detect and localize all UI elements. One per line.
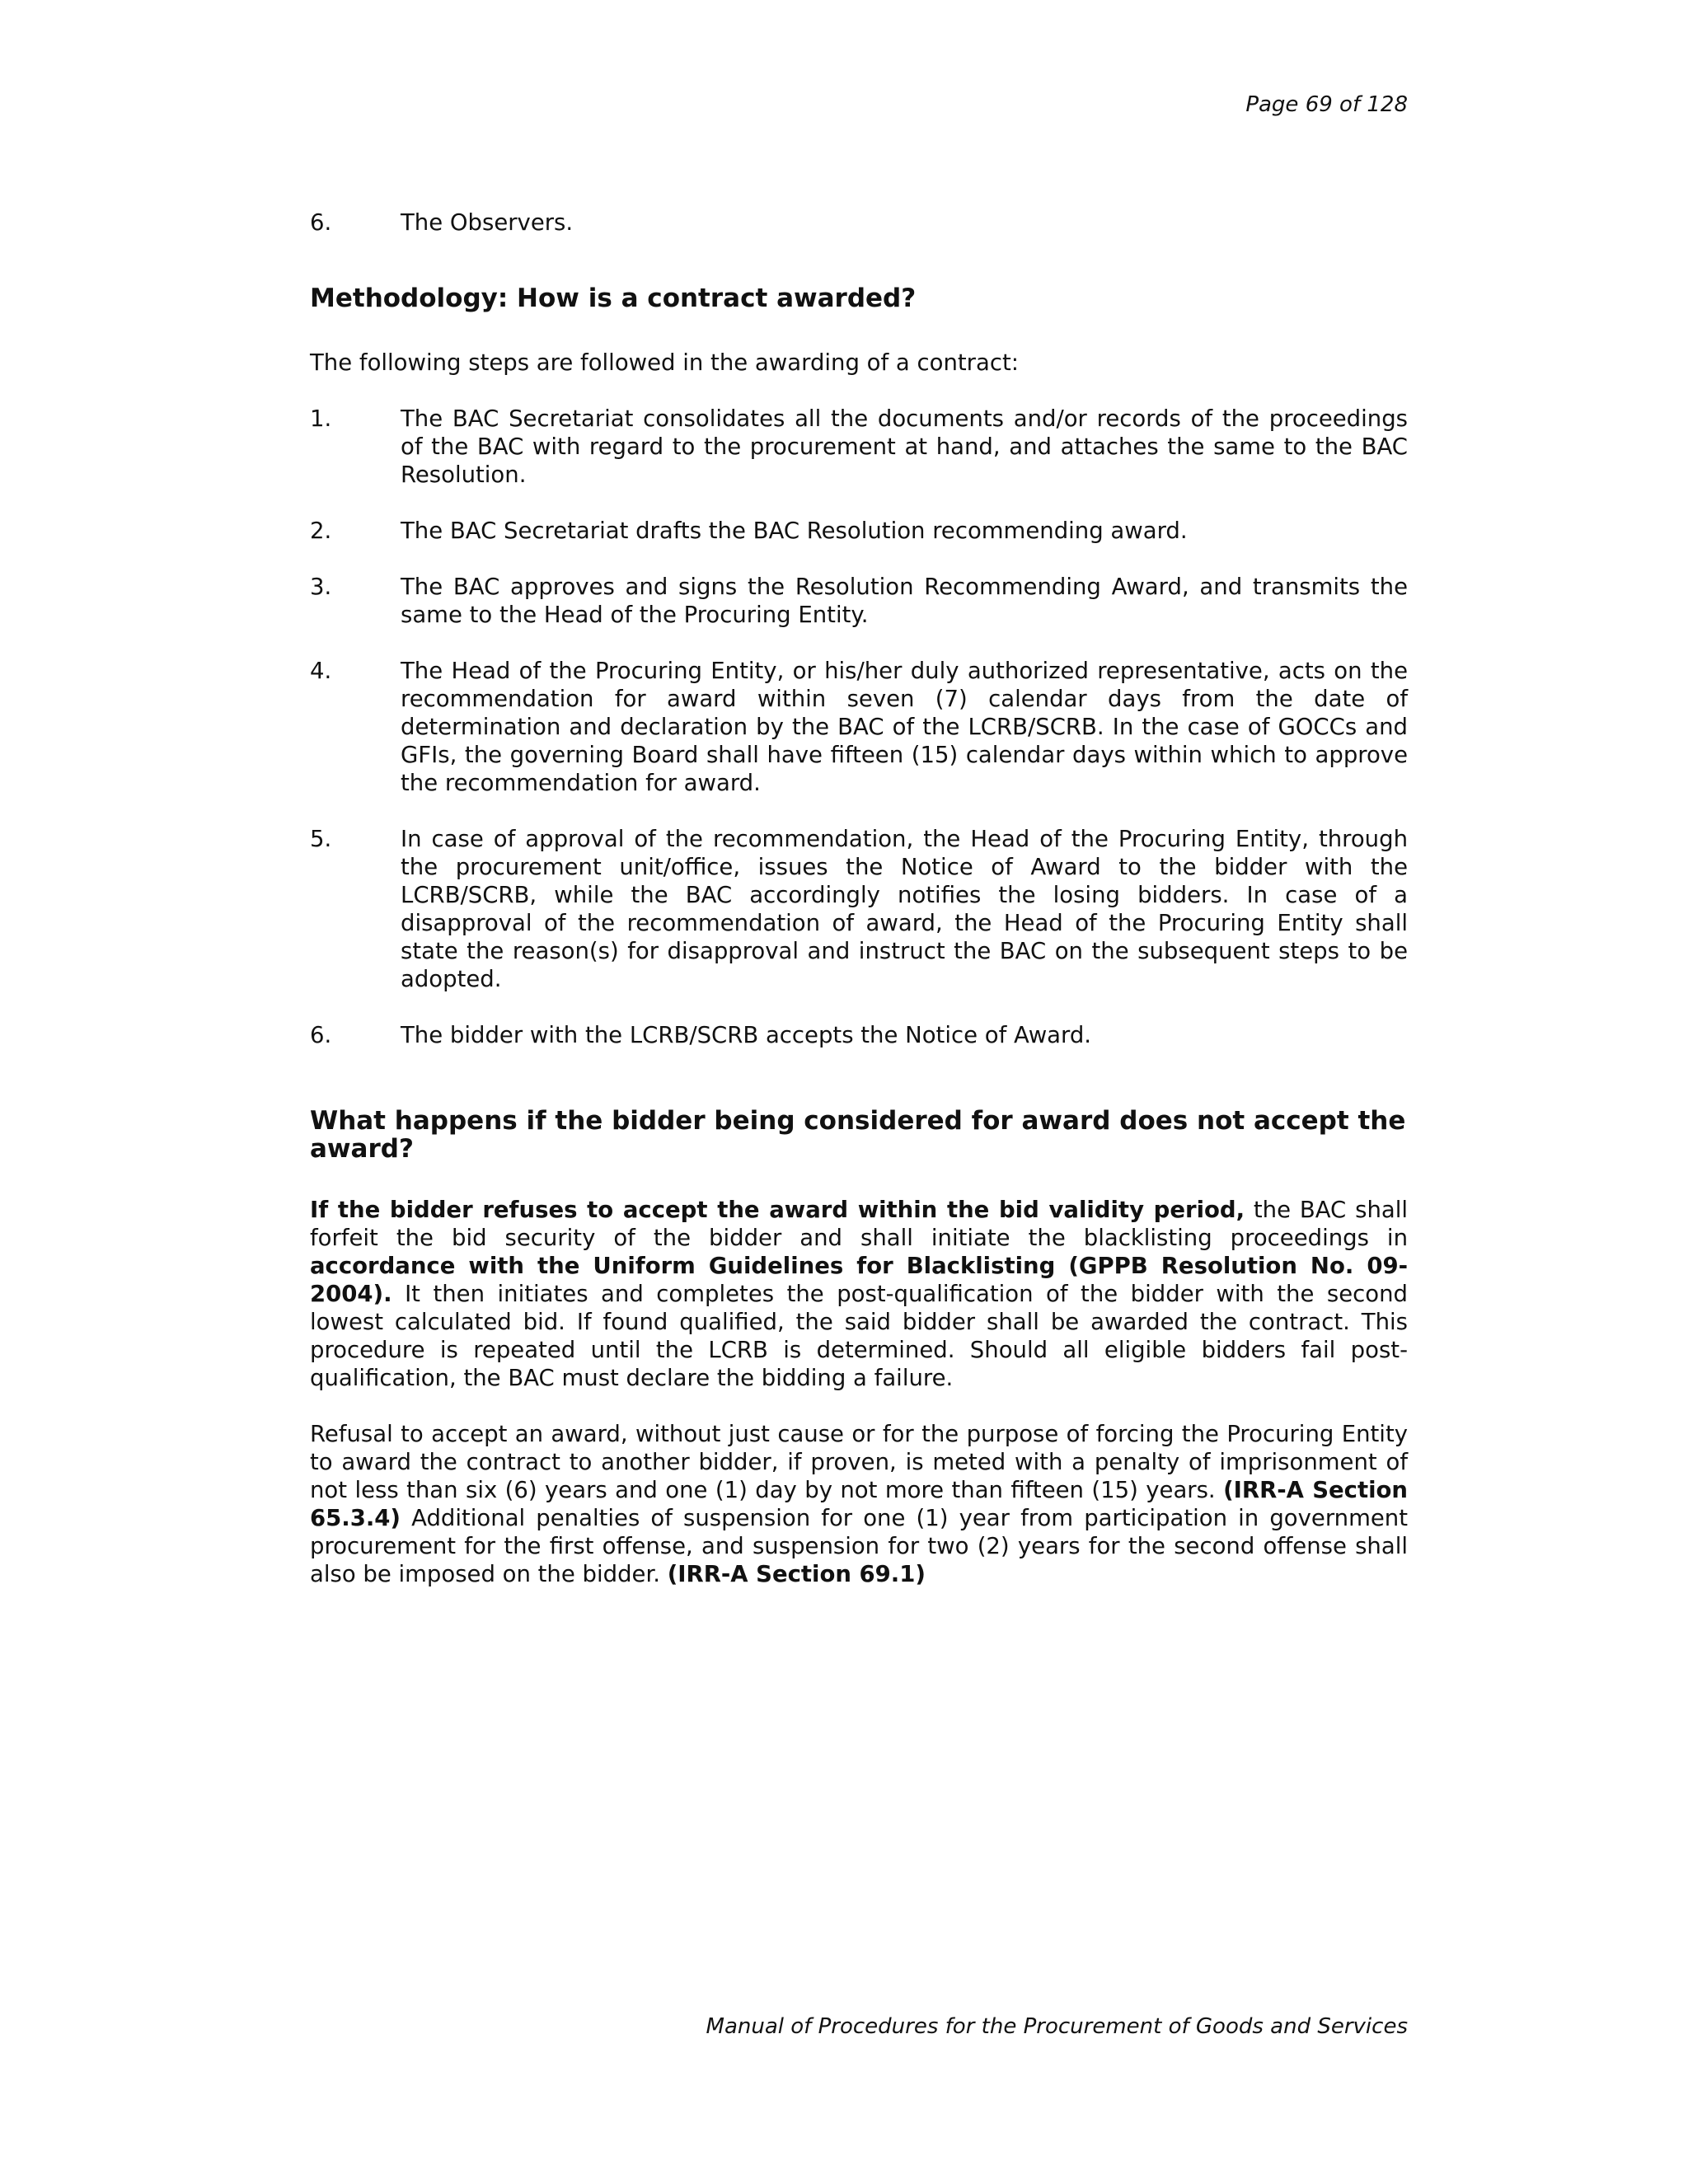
- list-text: The Head of the Procuring Entity, or his/her duly authorized representative, acts on the recommendation for award within seven (7) calendar days from the date of determination and declaration by the BAC of the LCRB/SCRB. In the case of GOCCs and GFIs, the governing Board shall have fifteen (15) calendar days within which to approve the recommendation for award.: [401, 658, 1408, 796]
- list-item: [310, 1021, 1408, 1049]
- list-number: 6.: [310, 209, 332, 236]
- citation: (IRR-A Section 65.3.4): [310, 1477, 1408, 1531]
- list-text: The bidder with the LCRB/SCRB accepts the Notice of Award.: [401, 1022, 1092, 1048]
- list-number: 4.: [310, 658, 332, 684]
- penalty-paragraph: [310, 1420, 1408, 1588]
- body-text: Refusal to accept an award, without just cause or for the purpose of forcing the Procuring Entity to award the contract to another bidder, if proven, is meted with a penalty of imprisonment of not less than six (6) years and one (1) day by not more than fifteen (15) years.: [310, 1421, 1408, 1503]
- steps-list: [310, 405, 1408, 1049]
- list-number: 2.: [310, 518, 332, 544]
- list-item: [310, 825, 1408, 993]
- list-text: The BAC Secretariat drafts the BAC Resolution recommending award.: [401, 518, 1188, 544]
- list-item: [310, 573, 1408, 629]
- list-item: [310, 405, 1408, 489]
- page-number: Page 69 of 128: [1245, 92, 1408, 117]
- document-page: [310, 0, 1408, 2184]
- section-intro: The following steps are followed in the awarding of a contract:: [310, 349, 1019, 376]
- list-text: The Observers.: [401, 209, 574, 236]
- list-text: The BAC approves and signs the Resolution Recommending Award, and transmits the same to the Head of the Procuring Entity.: [401, 574, 1408, 628]
- list-number: 1.: [310, 405, 332, 432]
- body-text: Additional penalties of suspension for one (1) year from participation in government procurement for the first offense, and suspension for two (2) years for the second offense shall also be imposed on the bidder.: [310, 1505, 1408, 1587]
- list-text: In case of approval of the recommendation, the Head of the Procuring Entity, through the procurement unit/office, issues the Notice of Award to the bidder with the LCRB/SCRB, while the BAC accordingly notifies the losing bidders. In case of a disapproval of the recommendation of award, the Head of the Procuring Entity shall state the reason(s) for disapproval and instruct the BAC on the subsequent steps to be adopted.: [401, 826, 1408, 992]
- page-content: [310, 209, 1408, 1588]
- list-number: 3.: [310, 574, 332, 600]
- list-number: 6.: [310, 1022, 332, 1048]
- citation: (IRR-A Section 69.1): [667, 1561, 926, 1587]
- section-heading-methodology: Methodology: How is a contract awarded?: [310, 284, 917, 313]
- body-text: It then initiates and completes the post-qualification of the bidder with the second lowest calculated bid. If found qualified, the said bidder shall be awarded the contract. This procedure is repeated until the LCRB is determined. Should all eligible bidders fail post-qualification, the BAC must declare the bidding a failure.: [310, 1281, 1408, 1391]
- bold-text: accordance with the Uniform Guidelines for Blacklisting (GPPB Resolution No. 09-2004).: [310, 1253, 1408, 1307]
- list-number: 5.: [310, 826, 332, 852]
- section-heading-refusal: What happens if the bidder being considered for award does not accept the award?: [310, 1106, 1406, 1164]
- list-text: The BAC Secretariat consolidates all the documents and/or records of the proceedings of the BAC with regard to the procurement at hand, and attaches the same to the BAC Resolution.: [401, 405, 1408, 488]
- footer-title: Manual of Procedures for the Procurement of Goods and Services: [706, 2014, 1408, 2039]
- list-item: [310, 517, 1408, 545]
- body-text: the BAC shall forfeit the bid security of the bidder and shall initiate the blacklisting proceedings in: [310, 1197, 1408, 1251]
- refusal-paragraph: [310, 1196, 1408, 1392]
- list-item: [310, 657, 1408, 797]
- observers-list-item: [310, 209, 1408, 237]
- bold-text: If the bidder refuses to accept the award within the bid validity period,: [310, 1197, 1245, 1223]
